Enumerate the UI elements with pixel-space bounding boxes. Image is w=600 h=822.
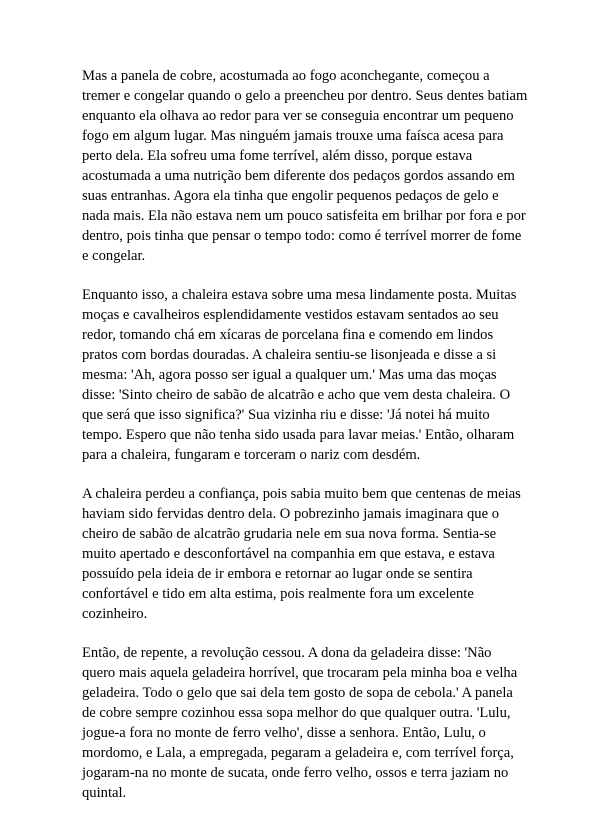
text-line: quero mais aquela geladeira horrível, que trocaram pela minha boa e velha xyxy=(82,665,518,681)
text-line: disse: 'Sinto cheiro de sabão de alcatrão e acho que vem desta chaleira. O xyxy=(82,387,511,403)
paragraph-2 xyxy=(82,285,544,465)
text-line: haviam sido fervidas dentro dela. O pobrezinho jamais imaginara que o xyxy=(82,506,500,522)
text-line: jogue-a fora no monte de ferro velho', disse a senhora. Então, Lulu, o xyxy=(82,725,486,741)
text-line: tremer e congelar quando o gelo a preencheu por dentro. Seus dentes batiam xyxy=(82,88,528,104)
text-line: mesma: 'Ah, agora posso ser igual a qualquer um.' Mas uma das moças xyxy=(82,367,497,383)
text-line: nada mais. Ela não estava nem um pouco satisfeita em brilhar por fora e por xyxy=(82,208,526,224)
text-line: enquanto ela olhava ao redor para ver se conseguia encontrar um pequeno xyxy=(82,108,514,124)
text-line: pratos com bordas douradas. A chaleira sentiu-se lisonjeada e disse a si xyxy=(82,347,497,363)
paragraph-4 xyxy=(82,643,544,803)
text-line: moças e cavalheiros esplendidamente vestidos estavam sentados ao seu xyxy=(82,307,499,323)
text-line: e congelar. xyxy=(82,248,146,264)
text-line: mordomo, e Lala, a empregada, pegaram a geladeira e, com terrível força, xyxy=(82,745,514,761)
text-line: dentro, pois tinha que pensar o tempo todo: como é terrível morrer de fome xyxy=(82,228,522,244)
text-line: quintal. xyxy=(82,785,127,801)
text-line: para a chaleira, fungaram e torceram o nariz com desdém. xyxy=(82,447,421,463)
text-line: Enquanto isso, a chaleira estava sobre uma mesa lindamente posta. Muitas xyxy=(82,287,517,303)
text-line: Mas a panela de cobre, acostumada ao fogo aconchegante, começou a xyxy=(82,68,490,84)
text-line: de cobre sempre cozinhou essa sopa melhor do que qualquer outra. 'Lulu, xyxy=(82,705,511,721)
document-body xyxy=(82,66,544,822)
text-line: cheiro de sabão de alcatrão grudaria nele em sua nova forma. Sentia-se xyxy=(82,526,497,542)
paragraph-1 xyxy=(82,66,544,266)
text-line: Então, de repente, a revolução cessou. A dona da geladeira disse: 'Não xyxy=(82,645,492,661)
text-line: suas entranhas. Agora ela tinha que engolir pequenos pedaços de gelo e xyxy=(82,188,499,204)
text-line: possuído pela ideia de ir embora e retornar ao lugar onde se sentira xyxy=(82,566,473,582)
text-line: tempo. Espero que não tenha sido usada para lavar meias.' Então, olharam xyxy=(82,427,515,443)
text-line: fogo em algum lugar. Mas ninguém jamais trouxe uma faísca acesa para xyxy=(82,128,504,144)
text-line: que será que isso significa?' Sua vizinha riu e disse: 'Já notei há muito xyxy=(82,407,490,423)
text-line: redor, tomando chá em xícaras de porcelana fina e comendo em lindos xyxy=(82,327,494,343)
text-line: jogaram-na no monte de sucata, onde ferro velho, ossos e terra jaziam no xyxy=(82,765,509,781)
paragraph-3 xyxy=(82,484,544,624)
text-line: acostumada a uma nutrição bem diferente dos pedaços gordos assando em xyxy=(82,168,515,184)
text-line: geladeira. Todo o gelo que sai dela tem gosto de sopa de cebola.' A panela xyxy=(82,685,513,701)
text-line: muito apertado e desconfortável na companhia em que estava, e estava xyxy=(82,546,495,562)
text-line: A chaleira perdeu a confiança, pois sabia muito bem que centenas de meias xyxy=(82,486,521,502)
text-line: confortável e tido em alta estima, pois realmente fora um excelente xyxy=(82,586,474,602)
text-line: cozinheiro. xyxy=(82,606,148,622)
text-line: perto dela. Ela sofreu uma fome terrível, além disso, porque estava xyxy=(82,148,473,164)
